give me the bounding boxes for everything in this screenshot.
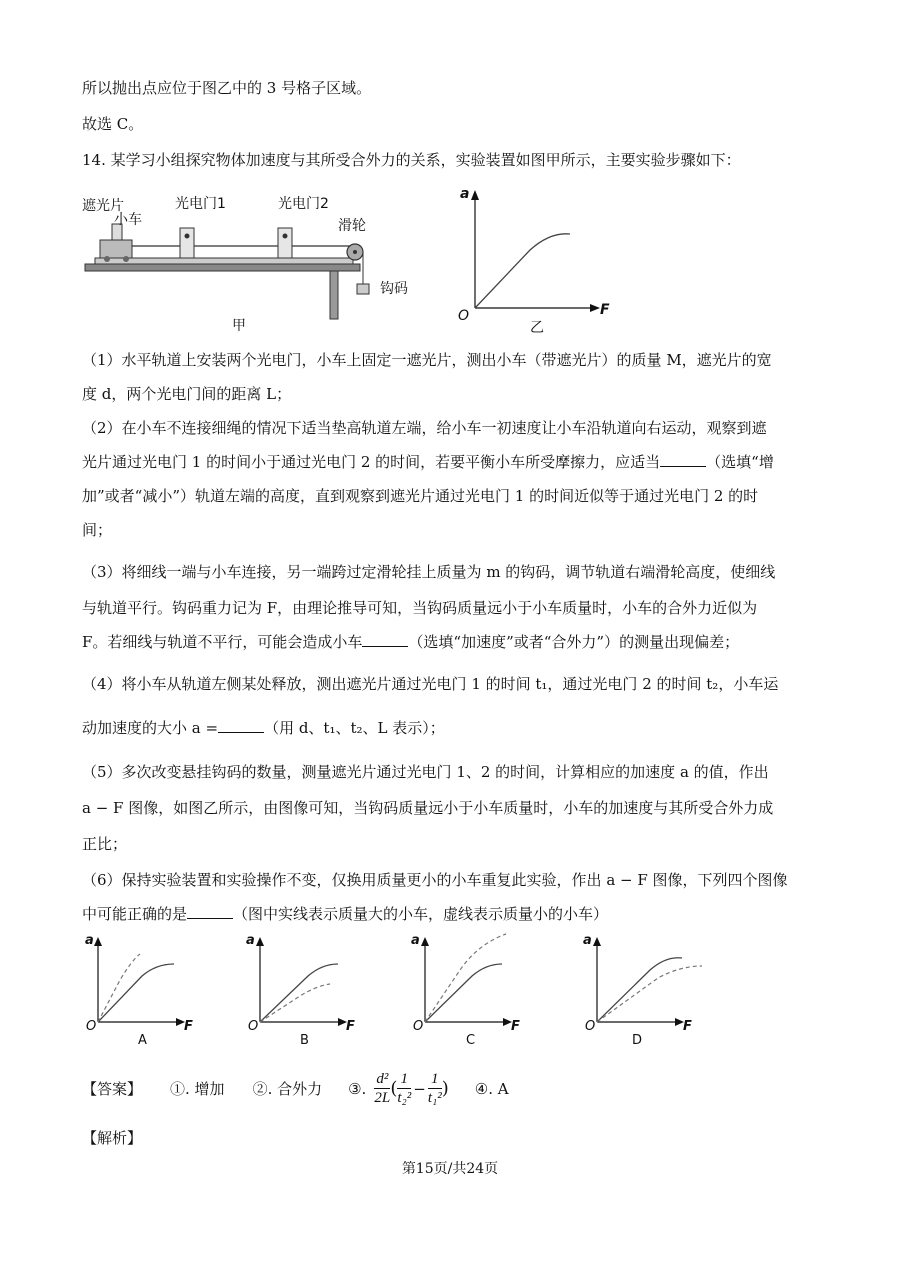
- answer-label: 【答案】: [82, 1079, 143, 1098]
- text: F。若细线与轨道不平行，可能会造成小车: [82, 633, 363, 651]
- svg-text:F: F: [511, 1019, 520, 1034]
- svg-text:F: F: [683, 1019, 692, 1034]
- svg-text:a: a: [583, 933, 592, 948]
- curve-yi: [475, 234, 570, 308]
- caption-jia: 甲: [232, 318, 246, 334]
- origin-o: O: [458, 308, 470, 324]
- answer-blank[interactable]: [218, 718, 264, 733]
- photogate-1: [180, 228, 194, 258]
- text-line: 故选 C。: [82, 115, 144, 133]
- question-stem: 14. 某学习小组探究物体加速度与其所受合外力的关系，实验装置如图甲所示，主要实验步骤如下：: [82, 151, 741, 169]
- text: （选填“增: [706, 453, 774, 471]
- step-5: a − F 图像，如图乙所示，由图像可知，当钩码质量远小于小车质量时，小车的加速度与其所受合外力成: [82, 799, 774, 817]
- svg-text:O: O: [248, 1019, 259, 1034]
- option-d-label: D: [632, 1033, 643, 1048]
- answer-blank[interactable]: [660, 452, 706, 467]
- option-d-graph: [583, 933, 702, 1048]
- step-5: 正比；: [82, 835, 128, 853]
- label-gate2: 光电门2: [278, 196, 329, 212]
- axis-f: F: [600, 302, 610, 318]
- text: 中可能正确的是: [82, 905, 188, 923]
- step-5: （5）多次改变悬挂钩码的数量，测量遮光片通过光电门 1、2 的时间，计算相应的加速度 a 的值，作出: [82, 763, 769, 781]
- option-b-graph: [246, 933, 355, 1048]
- svg-text:F: F: [184, 1019, 193, 1034]
- answer-1: ①. 增加: [170, 1079, 225, 1098]
- svg-text:O: O: [413, 1019, 424, 1034]
- step-2: [82, 452, 774, 472]
- label-cart: 小车: [114, 212, 142, 228]
- step-6: （6）保持实验装置和实验操作不变，仅换用质量更小的小车重复此实验，作出 a − F 图像，下列四个图像: [82, 871, 788, 889]
- step-2: 间；: [82, 521, 113, 539]
- photogate-2: [278, 228, 292, 258]
- option-a-label: A: [138, 1033, 147, 1048]
- step-4: [82, 718, 445, 738]
- answer-3-fraction: $\frac{\text{d²}}{2L}$: [374, 1071, 391, 1106]
- text: 动加速度的大小 a =: [82, 719, 219, 737]
- text: （图中实线表示质量大的小车，虚线表示质量小的小车）: [233, 905, 609, 923]
- svg-text:a: a: [411, 933, 420, 948]
- option-c-graph: [411, 933, 520, 1048]
- label-pulley: 滑轮: [338, 218, 366, 234]
- text: 光片通过光电门 1 的时间小于通过光电门 2 的时间，若要平衡小车所受摩擦力，应适当: [82, 453, 661, 471]
- option-c-label: C: [466, 1033, 476, 1048]
- option-a-graph: [85, 933, 193, 1048]
- hanging-weight: [357, 284, 369, 294]
- graph-yi: [450, 180, 620, 340]
- answer-blank[interactable]: [187, 904, 233, 919]
- text-line: 所以抛出点应位于图乙中的 3 号格子区域。: [82, 79, 372, 97]
- page-footer: 第15页/共24页: [401, 1161, 499, 1177]
- label-gate1: 光电门1: [175, 196, 226, 212]
- step-6: [82, 904, 608, 924]
- table-leg: [330, 271, 338, 319]
- track-top: [95, 258, 353, 264]
- caption-yi: 乙: [530, 320, 544, 336]
- step-4: （4）将小车从轨道左侧某处释放，测出遮光片通过光电门 1 的时间 t₁，通过光电门 2 的时间 t₂，小车运: [82, 675, 779, 693]
- text: （用 d、t₁、t₂、L 表示）；: [264, 719, 445, 737]
- svg-text:F: F: [346, 1019, 355, 1034]
- svg-text:O: O: [585, 1019, 596, 1034]
- axis-a: a: [460, 186, 470, 202]
- option-b-label: B: [300, 1033, 309, 1048]
- step-3: [82, 632, 739, 652]
- step-2: （2）在小车不连接细绳的情况下适当垫高轨道左端，给小车一初速度让小车沿轨道向右运动，观察到遮: [82, 419, 767, 437]
- option-graphs: [80, 930, 720, 1055]
- label-weight: 钩码: [380, 281, 408, 297]
- answer-line: 【答案】 ①. 增加 ②. 合外力 ③. $\frac{\text{d²}}{2L}$ ( $\frac{1}{\text{t₂²}}$ − $\frac{1}{\text{t₁²}}$ ) ④. A: [82, 1071, 509, 1106]
- step-3: （3）将细线一端与小车连接，另一端跨过定滑轮挂上质量为 m 的钩码，调节轨道右端滑轮高度，使细线: [82, 563, 776, 581]
- svg-text:a: a: [85, 933, 94, 948]
- answer-blank[interactable]: [362, 632, 408, 647]
- answer-3-term1: $\frac{1}{\text{t₂²}}$: [397, 1071, 412, 1106]
- answer-2: ②. 合外力: [252, 1079, 323, 1098]
- track: [85, 264, 360, 271]
- svg-text:O: O: [86, 1019, 97, 1034]
- text: （选填“加速度”或者“合外力”）的测量出现偏差；: [408, 633, 740, 651]
- analysis-label: 【解析】: [82, 1129, 143, 1147]
- step-1: 度 d，两个光电门间的距离 L；: [82, 385, 292, 403]
- step-2: 加”或者“减小”）轨道左端的高度，直到观察到遮光片通过光电门 1 的时间近似等于通过光电门 2 的时: [82, 487, 759, 505]
- step-3: 与轨道平行。钩码重力记为 F，由理论推导可知，当钩码质量远小于小车质量时，小车的合外力近似为: [82, 599, 758, 617]
- step-1: （1）水平轨道上安装两个光电门，小车上固定一遮光片，测出小车（带遮光片）的质量 M，遮光片的宽: [82, 351, 772, 369]
- svg-text:a: a: [246, 933, 255, 948]
- answer-3-prefix: ③.: [348, 1079, 367, 1098]
- label-shade: 遮光片: [82, 198, 124, 214]
- apparatus-figure: [80, 180, 430, 340]
- answer-4: ④. A: [474, 1079, 509, 1098]
- answer-3-term2: $\frac{1}{\text{t₁²}}$: [427, 1071, 442, 1106]
- cart-body: [100, 240, 132, 258]
